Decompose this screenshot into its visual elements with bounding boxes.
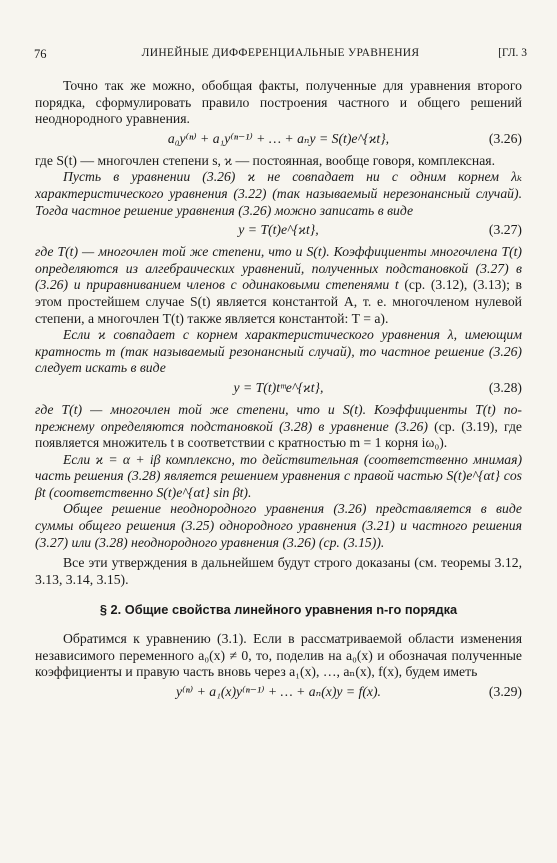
- paragraph: Обратимся к уравнению (3.1). Если в рассматриваемой области изменения независимого переменного a₀(x) ≠ 0, то, поделив на a₀(x) и обозначая полученные коэффициенты и правую часть вновь через a₁(x), …, aₙ(x), f(x), будем иметь: [35, 631, 522, 680]
- paragraph: [35, 244, 522, 327]
- paragraph-italic-part: где T(t) — многочлен той же степени, что и S(t). Коэффициенты многочлена T(t) определяются из алгебраических уравнений, полученных подстановкой (3.27) в (3.26) и приравниванием членов с одинаковыми степенями t: [35, 244, 522, 293]
- equation-3-29: [35, 684, 522, 703]
- paragraph: Если ϰ = α + iβ комплексно, то действительная (соответственно мнимая) часть решения (3.28) является решением уравнения с правой частью S(t)e^{αt} cos βt (соответственно S(t)e^{αt} sin βt).: [35, 451, 522, 500]
- equation-formula: y = T(t)tᵐe^{ϰt},: [233, 379, 324, 395]
- running-header: [34, 47, 527, 65]
- paragraph: Пусть в уравнении (3.26) ϰ не совпадает ни с одним корнем λₖ характеристического уравнения (3.22) (так называемый нерезонансный случай). Тогда частное решение уравнения (3.26) можно записать в виде: [35, 169, 522, 218]
- page-body: [35, 78, 522, 706]
- paragraph: Общее решение неоднородного уравнения (3.26) представляется в виде суммы общего решения (3.25) однородного уравнения (3.21) и частного решения (3.27) или (3.28) неоднородного уравнения (3.26) (ср. (3.15)).: [35, 501, 522, 550]
- paragraph-roman-part: (ср. (3.12), (3.13); в этом простейшем случае S(t) является константой A, т. е. многочленом нулевой степени, а многочлен T(t) также является константой: T = a).: [35, 277, 522, 326]
- paragraph: Точно так же можно, обобщая факты, полученные для уравнения второго порядка, сформулировать правило построения частного и общего решений неоднородного уравнения.: [35, 78, 522, 127]
- equation-label: (3.27): [488, 222, 522, 238]
- paragraph: где S(t) — многочлен степени s, ϰ — постоянная, вообще говоря, комплексная.: [35, 152, 495, 168]
- page-number: 76: [34, 47, 47, 61]
- running-title: ЛИНЕЙНЫЕ ДИФФЕРЕНЦИАЛЬНЫЕ УРАВНЕНИЯ: [141, 47, 420, 59]
- section-heading: § 2. Общие свойства линейного уравнения n-го порядка: [99, 602, 458, 618]
- equation-label: (3.29): [488, 683, 522, 699]
- equation-3-28: [35, 380, 522, 399]
- equation-label: (3.26): [488, 130, 522, 146]
- paragraph-roman-part: (ср. (3.19), где появляется множитель t в соответствии с кратностью m = 1 корня iω₀).: [35, 418, 522, 451]
- chapter-marker: [ГЛ. 3: [498, 47, 527, 59]
- equation-formula: a₀y⁽ⁿ⁾ + a₁y⁽ⁿ⁻¹⁾ + … + aₙy = S(t)e^{ϰt},: [167, 130, 390, 146]
- paragraph: [35, 402, 522, 452]
- paragraph-italic-part: где T(t) — многочлен той же степени, что и S(t). Коэффициенты T(t) по-прежнему определяются подстановкой (3.28) в уравнение (3.26): [35, 401, 522, 434]
- equation-3-27: [35, 222, 522, 241]
- paragraph: Все эти утверждения в дальнейшем будут строго доказаны (см. теоремы 3.12, 3.13, 3.14, 3.15).: [35, 555, 522, 587]
- equation-formula: y = T(t)e^{ϰt},: [238, 222, 319, 238]
- equation-3-26: [35, 131, 522, 150]
- equation-formula: y⁽ⁿ⁾ + a₁(x)y⁽ⁿ⁻¹⁾ + … + aₙ(x)y = f(x).: [176, 683, 381, 699]
- equation-label: (3.28): [488, 379, 522, 395]
- paragraph: Если ϰ совпадает с корнем характеристического уравнения λ, имеющим кратность m (так называемый резонансный случай), то частное решение (3.26) следует искать в виде: [35, 327, 522, 376]
